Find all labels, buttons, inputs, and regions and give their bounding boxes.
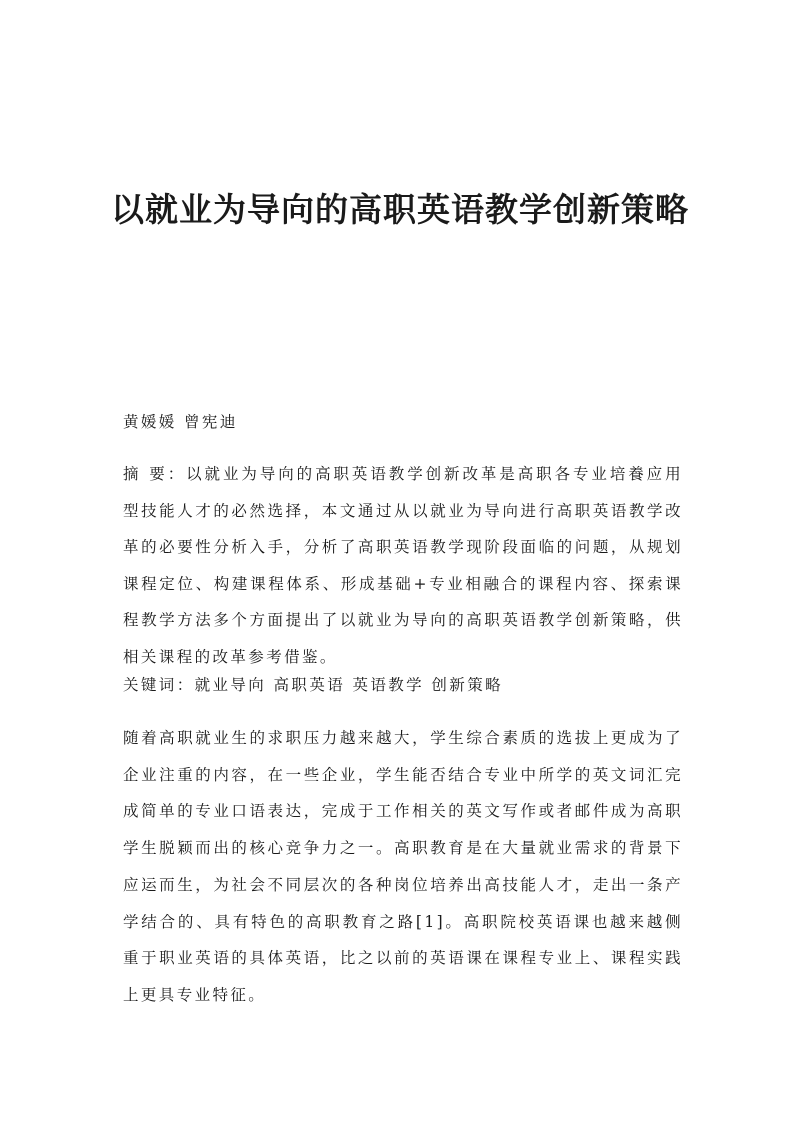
author-line: 黄媛媛 曾宪迪 — [123, 413, 238, 431]
keywords-text: 就业导向 高职英语 英语教学 创新策略 — [194, 676, 503, 694]
document-title: 以就业为导向的高职英语教学创新策略 — [111, 190, 689, 229]
abstract-text: 以就业为导向的高职英语教学创新改革是高职各专业培養应用型技能人才的必然选择，本文通过从以就业为导向进行高职英语教学改革的必要性分析入手，分析了高职英语教学现阶段面临的问题，从规划课程定位、构建课程体系、形成基础+专业相融合的课程内容、探索课程教学方法多个方面提出了以就业为导向的高职英语教学创新策略，供相关课程的改革参考借鉴。 — [123, 465, 683, 666]
abstract-label: 摘 要： — [123, 465, 187, 483]
keywords-label: 关键词： — [123, 676, 195, 694]
abstract-paragraph — [123, 456, 683, 675]
body-paragraph: 随着高职就业生的求职压力越来越大，学生综合素质的选拔上更成为了企业注重的内容，在一些企业，学生能否结合专业中所学的英文词汇完成简单的专业口语表达，完成于工作相关的英文写作或者邮件成为高职学生脱颖而出的核心竞争力之一。高职教育是在大量就业需求的背景下应运而生，为社会不同层次的各种岗位培养出高技能人才，走出一条产学结合的、具有特色的高职教育之路[1]。高职院校英语课也越来越侧重于职业英语的具体英语，比之以前的英语课在课程专业上、课程实践上更具专业特征。 — [123, 729, 683, 1004]
keywords-line — [123, 672, 683, 698]
